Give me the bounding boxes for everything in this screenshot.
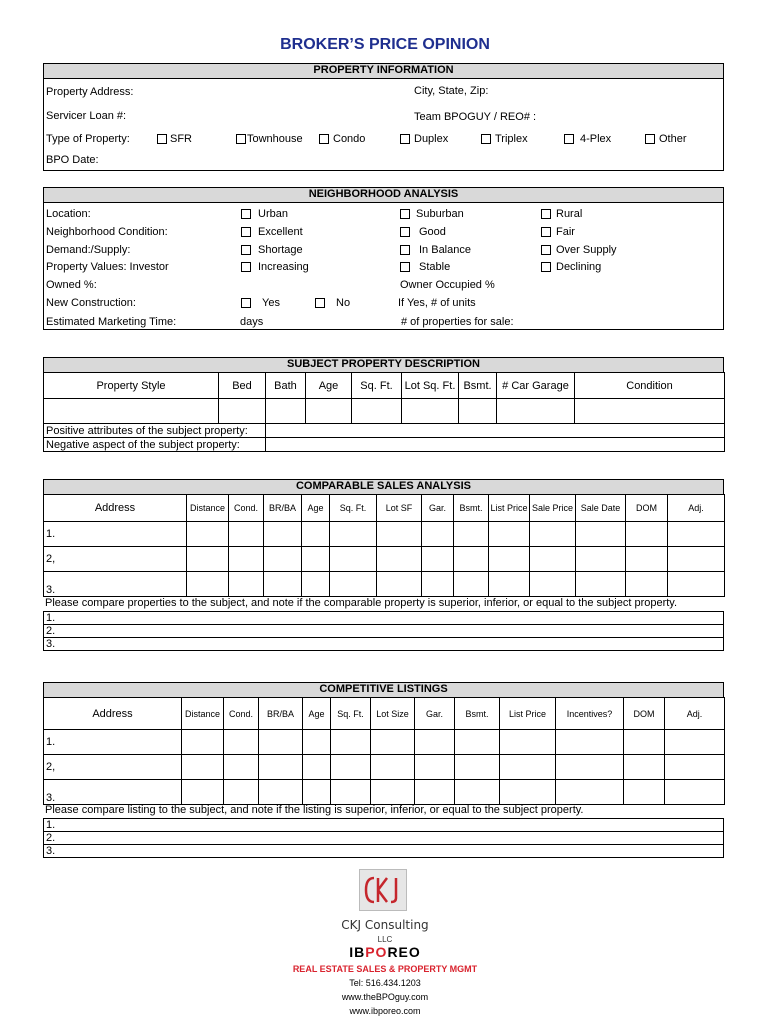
comp-col-sale-price: Sale Price: [530, 495, 576, 522]
competitive-table: [43, 697, 725, 805]
excellent-checkbox[interactable]: [241, 227, 251, 237]
compet-row-number: 1.: [44, 730, 182, 755]
stable-checkbox[interactable]: [400, 262, 410, 272]
compet-cell[interactable]: [415, 730, 455, 755]
comp-cell[interactable]: [530, 522, 576, 547]
comp-cell[interactable]: [489, 547, 530, 572]
compet-cell[interactable]: [331, 730, 371, 755]
comp-cell[interactable]: [626, 547, 668, 572]
comp-cell[interactable]: [229, 572, 264, 597]
comp-cell[interactable]: [489, 522, 530, 547]
comparable-note: Please compare properties to the subject, and note if the comparable property is superior, inferior, or equal to the subject property.: [45, 597, 678, 609]
compet-col-distance: Distance: [182, 698, 224, 730]
comp-col-bsmt: Bsmt.: [454, 495, 489, 522]
compet-cell[interactable]: [259, 730, 303, 755]
sfr-label: SFR: [170, 133, 192, 145]
comparable-note-row[interactable]: 3.: [44, 638, 724, 651]
table-row: [44, 522, 725, 547]
comp-cell[interactable]: [454, 547, 489, 572]
type-of-property-label: Type of Property:: [46, 133, 130, 145]
fourplex-checkbox[interactable]: [564, 134, 574, 144]
compet-cell[interactable]: [259, 755, 303, 780]
fourplex-label: 4-Plex: [580, 133, 612, 145]
comp-col-lotsf: Lot SF: [377, 495, 422, 522]
compet-row-number: 3.: [44, 780, 182, 805]
compet-col-brba: BR/BA: [259, 698, 303, 730]
demand-label: Demand:/Supply:: [46, 244, 131, 256]
urban-checkbox[interactable]: [241, 209, 251, 219]
shortage-checkbox[interactable]: [241, 245, 251, 255]
comp-cell[interactable]: [264, 522, 302, 547]
city-state-zip-label: City, State, Zip:: [414, 85, 489, 97]
comp-cell[interactable]: [377, 522, 422, 547]
comp-cell[interactable]: [576, 572, 626, 597]
subject-cell[interactable]: [266, 399, 306, 424]
compet-cell[interactable]: [303, 780, 331, 805]
compet-cell[interactable]: [224, 780, 259, 805]
property-info-section: [43, 63, 724, 171]
comp-cell[interactable]: [229, 522, 264, 547]
condition-label: Neighborhood Condition:: [46, 226, 168, 238]
compet-cell[interactable]: [556, 780, 624, 805]
competitive-note-row[interactable]: 3.: [44, 845, 724, 858]
brand-po: PO: [365, 944, 388, 960]
comp-cell[interactable]: [187, 522, 229, 547]
comp-col-adj: Adj.: [668, 495, 725, 522]
in-balance-label: In Balance: [419, 244, 471, 256]
stable-label: Stable: [419, 261, 451, 273]
sfr-checkbox[interactable]: [157, 134, 167, 144]
townhouse-checkbox[interactable]: [236, 134, 246, 144]
comp-cell[interactable]: [302, 522, 330, 547]
comp-col-dom: DOM: [626, 495, 668, 522]
comp-cell[interactable]: [302, 547, 330, 572]
rural-checkbox[interactable]: [541, 209, 551, 219]
positive-attributes-field[interactable]: [266, 424, 725, 438]
suburban-checkbox[interactable]: [400, 209, 410, 219]
comp-cell[interactable]: [422, 572, 454, 597]
compet-cell[interactable]: [224, 755, 259, 780]
declining-label: Declining: [556, 261, 602, 273]
comp-row-number: 1.: [44, 522, 187, 547]
duplex-checkbox[interactable]: [400, 134, 410, 144]
comparable-table: [43, 494, 725, 597]
company-website-2[interactable]: www.ibporeo.com: [349, 1006, 421, 1016]
comp-cell[interactable]: [422, 522, 454, 547]
property-values-label: Property Values: Investor: [46, 261, 169, 273]
comparable-note-row[interactable]: 1.: [44, 612, 724, 625]
owned-label: Owned %:: [46, 279, 97, 291]
compet-col-gar: Gar.: [415, 698, 455, 730]
compet-cell[interactable]: [303, 755, 331, 780]
compet-col-dom: DOM: [624, 698, 665, 730]
comp-cell[interactable]: [330, 572, 377, 597]
increasing-checkbox[interactable]: [241, 262, 251, 272]
compet-col-incentives: Incentives?: [556, 698, 624, 730]
subject-table: [43, 372, 725, 424]
comp-col-brba: BR/BA: [264, 495, 302, 522]
compet-cell[interactable]: [371, 755, 415, 780]
comp-cell[interactable]: [668, 547, 725, 572]
compet-cell[interactable]: [303, 730, 331, 755]
compet-col-adj: Adj.: [665, 698, 725, 730]
table-row: [44, 547, 725, 572]
compet-cell[interactable]: [182, 755, 224, 780]
owner-occupied-label: Owner Occupied %: [400, 279, 495, 291]
property-info-header: PROPERTY INFORMATION: [44, 64, 723, 79]
subject-cell[interactable]: [575, 399, 725, 424]
suburban-label: Suburban: [416, 208, 464, 220]
comp-cell[interactable]: [668, 522, 725, 547]
compet-cell[interactable]: [665, 755, 725, 780]
competitive-header: COMPETITIVE LISTINGS: [43, 682, 724, 698]
subject-col-bsmt: Bsmt.: [459, 373, 497, 399]
compet-cell[interactable]: [415, 780, 455, 805]
company-website-1[interactable]: www.theBPOguy.com: [341, 992, 429, 1002]
ckj-logo: [359, 869, 407, 911]
comparable-header: COMPARABLE SALES ANALYSIS: [43, 479, 724, 495]
compet-cell[interactable]: [182, 730, 224, 755]
compet-cell[interactable]: [331, 755, 371, 780]
company-name: CKJ Consulting: [341, 918, 429, 932]
compet-cell[interactable]: [371, 730, 415, 755]
subject-cell[interactable]: [306, 399, 352, 424]
comparable-note-row[interactable]: 2.: [44, 625, 724, 638]
comp-cell[interactable]: [302, 572, 330, 597]
neighborhood-header: NEIGHBORHOOD ANALYSIS: [44, 188, 723, 203]
page-title: BROKER’S PRICE OPINION: [280, 36, 490, 53]
condo-checkbox[interactable]: [319, 134, 329, 144]
subject-col-lot: Lot Sq. Ft.: [402, 373, 459, 399]
comp-col-sqft: Sq. Ft.: [330, 495, 377, 522]
comp-cell[interactable]: [264, 572, 302, 597]
company-phone: Tel: 516.434.1203: [349, 978, 421, 988]
competitive-note-row[interactable]: 1.: [44, 819, 724, 832]
in-balance-checkbox[interactable]: [400, 245, 410, 255]
compet-col-sqft: Sq. Ft.: [331, 698, 371, 730]
triplex-checkbox[interactable]: [481, 134, 491, 144]
over-supply-label: Over Supply: [556, 244, 617, 256]
yes-label: Yes: [262, 297, 280, 309]
townhouse-label: Townhouse: [247, 133, 303, 145]
comp-cell[interactable]: [668, 572, 725, 597]
subject-col-age: Age: [306, 373, 352, 399]
compet-cell[interactable]: [331, 780, 371, 805]
company-tagline: REAL ESTATE SALES & PROPERTY MGMT: [292, 964, 478, 974]
yes-checkbox[interactable]: [241, 298, 251, 308]
compet-col-lot-size: Lot Size: [371, 698, 415, 730]
compet-cell[interactable]: [182, 780, 224, 805]
triplex-label: Triplex: [495, 133, 528, 145]
subject-cell[interactable]: [402, 399, 459, 424]
comp-cell[interactable]: [626, 522, 668, 547]
other-label: Other: [659, 133, 687, 145]
comp-cell[interactable]: [187, 547, 229, 572]
neighborhood-section: [43, 187, 724, 330]
comp-cell[interactable]: [576, 547, 626, 572]
comp-cell[interactable]: [187, 572, 229, 597]
comp-cell[interactable]: [229, 547, 264, 572]
compet-cell[interactable]: [500, 755, 556, 780]
table-row: [44, 730, 725, 755]
compet-cell[interactable]: [415, 755, 455, 780]
compet-cell[interactable]: [500, 730, 556, 755]
brand-ib: IB: [349, 944, 366, 960]
subject-cell[interactable]: [459, 399, 497, 424]
ibporeo-brand: [0, 944, 770, 960]
compet-col-bsmt: Bsmt.: [455, 698, 500, 730]
over-supply-checkbox[interactable]: [541, 245, 551, 255]
comp-cell[interactable]: [264, 547, 302, 572]
team-bpoguy-label: Team BPOGUY / REO# :: [414, 111, 537, 123]
competitive-note: Please compare listing to the subject, and note if the listing is superior, inferior, or equal to the subject property.: [45, 804, 584, 816]
comp-cell[interactable]: [489, 572, 530, 597]
fair-label: Fair: [556, 226, 575, 238]
bpo-date-label: BPO Date:: [46, 154, 99, 166]
subject-cell[interactable]: [352, 399, 402, 424]
increasing-label: Increasing: [258, 261, 309, 273]
comp-cell[interactable]: [330, 547, 377, 572]
compet-cell[interactable]: [624, 755, 665, 780]
comp-cell[interactable]: [454, 522, 489, 547]
comp-col-distance: Distance: [187, 495, 229, 522]
comp-col-list-price: List Price: [489, 495, 530, 522]
table-row: [44, 572, 725, 597]
compet-col-list-price: List Price: [500, 698, 556, 730]
table-row: [44, 780, 725, 805]
new-construction-label: New Construction:: [46, 297, 136, 309]
subject-cell[interactable]: [497, 399, 575, 424]
if-yes-units-label: If Yes, # of units: [398, 297, 476, 309]
comp-row-number: 2,: [44, 547, 187, 572]
compet-cell[interactable]: [500, 780, 556, 805]
comp-col-gar: Gar.: [422, 495, 454, 522]
rural-label: Rural: [556, 208, 583, 220]
duplex-label: Duplex: [414, 133, 449, 145]
company-llc: LLC: [377, 935, 393, 944]
location-label: Location:: [46, 208, 91, 220]
comp-cell[interactable]: [377, 572, 422, 597]
compet-cell[interactable]: [455, 755, 500, 780]
properties-for-sale-label: # of properties for sale:: [401, 316, 514, 328]
compet-cell[interactable]: [556, 755, 624, 780]
compet-cell[interactable]: [259, 780, 303, 805]
positive-attributes-label: Positive attributes of the subject property:: [44, 424, 266, 438]
condo-label: Condo: [333, 133, 366, 145]
compet-cell[interactable]: [665, 780, 725, 805]
brand-reo: REO: [387, 944, 421, 960]
subject-header: SUBJECT PROPERTY DESCRIPTION: [43, 357, 724, 373]
ckj-logo-mark: [360, 870, 406, 910]
subject-col-garage: # Car Garage: [497, 373, 575, 399]
compet-cell[interactable]: [224, 730, 259, 755]
comp-cell[interactable]: [454, 572, 489, 597]
subject-cell[interactable]: [44, 399, 219, 424]
days-label: days: [240, 316, 264, 328]
compet-col-age: Age: [303, 698, 331, 730]
comp-col-cond: Cond.: [229, 495, 264, 522]
comparable-notes-table: [43, 611, 724, 651]
no-label: No: [336, 297, 351, 309]
compet-col-address: Address: [44, 698, 182, 730]
subject-col-style: Property Style: [44, 373, 219, 399]
compet-cell[interactable]: [455, 780, 500, 805]
compet-cell[interactable]: [624, 730, 665, 755]
excellent-label: Excellent: [258, 226, 303, 238]
competitive-note-row[interactable]: 2.: [44, 832, 724, 845]
comp-col-age: Age: [302, 495, 330, 522]
fair-checkbox[interactable]: [541, 227, 551, 237]
shortage-label: Shortage: [258, 244, 303, 256]
comp-row-number: 3.: [44, 572, 187, 597]
compet-cell[interactable]: [455, 730, 500, 755]
no-checkbox[interactable]: [315, 298, 325, 308]
comp-col-sale-date: Sale Date: [576, 495, 626, 522]
comp-cell[interactable]: [377, 547, 422, 572]
compet-cell[interactable]: [624, 780, 665, 805]
compet-col-cond: Cond.: [224, 698, 259, 730]
subject-col-bed: Bed: [219, 373, 266, 399]
comp-col-address: Address: [44, 495, 187, 522]
servicer-loan-label: Servicer Loan #:: [46, 110, 127, 122]
comp-cell[interactable]: [530, 572, 576, 597]
good-label: Good: [419, 226, 446, 238]
comp-cell[interactable]: [626, 572, 668, 597]
marketing-time-label: Estimated Marketing Time:: [46, 316, 177, 328]
compet-cell[interactable]: [665, 730, 725, 755]
comp-cell[interactable]: [330, 522, 377, 547]
urban-label: Urban: [258, 208, 288, 220]
subject-col-sqft: Sq. Ft.: [352, 373, 402, 399]
negative-aspect-label: Negative aspect of the subject property:: [44, 438, 266, 452]
competitive-notes-table: [43, 818, 724, 858]
table-row: [44, 755, 725, 780]
compet-cell[interactable]: [556, 730, 624, 755]
good-checkbox[interactable]: [400, 227, 410, 237]
compet-row-number: 2,: [44, 755, 182, 780]
other-checkbox[interactable]: [645, 134, 655, 144]
subject-cell[interactable]: [219, 399, 266, 424]
compet-cell[interactable]: [371, 780, 415, 805]
comp-cell[interactable]: [422, 547, 454, 572]
subject-attributes-table: [43, 423, 725, 452]
comp-cell[interactable]: [576, 522, 626, 547]
property-address-label: Property Address:: [46, 86, 134, 98]
declining-checkbox[interactable]: [541, 262, 551, 272]
subject-col-condition: Condition: [575, 373, 725, 399]
subject-col-bath: Bath: [266, 373, 306, 399]
negative-aspect-field[interactable]: [266, 438, 725, 452]
comp-cell[interactable]: [530, 547, 576, 572]
